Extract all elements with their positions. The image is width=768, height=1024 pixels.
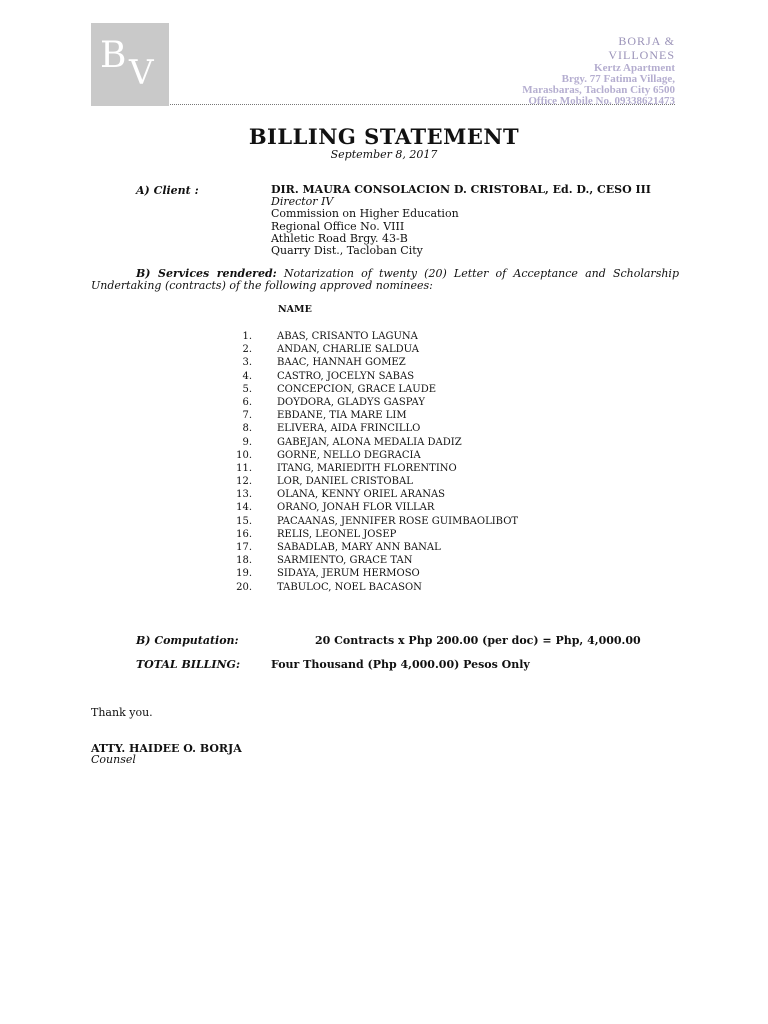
firm-name-line1: BORJA &: [618, 34, 675, 48]
list-item-name: PACAANAS, JENNIFER ROSE GUIMBAOLIBOT: [277, 515, 519, 527]
services-label: B) Services rendered:: [136, 267, 277, 280]
list-item-name: OLANA, KENNY ORIEL ARANAS: [277, 489, 446, 501]
document-date: September 8, 2017: [330, 148, 438, 161]
list-item: [230, 541, 650, 554]
firm-mobile-line: Office Mobile No. 09338621473: [528, 95, 675, 107]
list-item: [230, 462, 650, 475]
list-item: [230, 370, 650, 383]
firm-address-line: Kertz Apartment: [594, 62, 675, 74]
computation-value: 20 Contracts x Php 200.00 (per doc) = Php, 4,000.00: [315, 634, 641, 647]
letterhead-divider: [170, 104, 675, 105]
client-name: DIR. MAURA CONSOLACION D. CRISTOBAL, Ed. D., CESO III: [271, 183, 651, 196]
list-item-number: 11.: [236, 462, 252, 474]
computation-label: B) Computation:: [136, 634, 239, 647]
total-billing-value: Four Thousand (Php 4,000.00) Pesos Only: [271, 658, 530, 671]
list-item: [230, 501, 650, 514]
list-item-name: SARMIENTO, GRACE TAN: [277, 555, 413, 567]
services-paragraph: [91, 268, 679, 291]
list-item-number: 6.: [242, 396, 252, 408]
list-item-name: BAAC, HANNAH GOMEZ: [277, 357, 406, 369]
list-item-name: EBDANE, TIA MARE LIM: [277, 410, 407, 422]
list-item-number: 4.: [242, 370, 252, 382]
client-address-line: Commission on Higher Education: [271, 207, 459, 221]
list-item: [230, 356, 650, 369]
list-item-name: TABULOC, NOEL BACASON: [277, 581, 422, 593]
client-address-line: Quarry Dist., Tacloban City: [271, 244, 423, 258]
list-item-number: 16.: [236, 528, 252, 540]
list-item-number: 13.: [236, 489, 252, 501]
firm-name-line2: VILLONES: [608, 48, 675, 62]
list-item-name: ABAS, CRISANTO LAGUNA: [277, 331, 418, 342]
list-item: [230, 422, 650, 435]
list-item-name: ITANG, MARIEDITH FLORENTINO: [277, 462, 457, 474]
firm-logo: [91, 23, 169, 106]
list-item-number: 1.: [242, 331, 252, 342]
closing-text: Thank you.: [91, 706, 153, 719]
list-item: [230, 330, 650, 343]
list-item: [230, 488, 650, 501]
list-item: [230, 581, 650, 594]
list-item-number: 14.: [236, 502, 252, 514]
client-label: A) Client :: [136, 184, 199, 197]
list-item-number: 12.: [236, 476, 252, 488]
list-item-number: 9.: [242, 436, 252, 448]
list-item-name: ANDAN, CHARLIE SALDUA: [277, 344, 419, 356]
list-item-number: 18.: [236, 555, 252, 567]
list-item: [230, 409, 650, 422]
client-position: Director IV: [271, 195, 334, 209]
list-item-number: 19.: [236, 568, 252, 580]
list-item: [230, 436, 650, 449]
signatory-role: Counsel: [91, 753, 136, 766]
list-header: NAME: [278, 304, 312, 315]
firm-address-line: Marasbaras, Tacloban City 6500: [522, 84, 675, 96]
list-item-number: 3.: [242, 357, 252, 369]
list-item: [230, 567, 650, 580]
logo-letter-b: B: [100, 35, 127, 76]
nominee-list: [230, 330, 650, 594]
list-item-name: CASTRO, JOCELYN SABAS: [277, 370, 415, 382]
list-item-number: 20.: [236, 581, 252, 593]
list-item-name: ORANO, JONAH FLOR VILLAR: [277, 502, 435, 514]
list-item: [230, 554, 650, 567]
signatory-name: ATTY. HAIDEE O. BORJA: [91, 742, 242, 755]
list-item-number: 17.: [236, 542, 252, 553]
list-item-number: 7.: [242, 410, 252, 422]
list-item-name: CONCEPCION, GRACE LAUDE: [277, 383, 437, 395]
list-item: [230, 383, 650, 396]
list-item-name: GORNE, NELLO DEGRACIA: [277, 449, 421, 461]
list-item-number: 15.: [236, 515, 252, 527]
client-block: [271, 184, 651, 257]
document-title: BILLING STATEMENT: [248, 124, 520, 149]
firm-address-line: Brgy. 77 Fatima Village,: [561, 73, 675, 85]
list-item-number: 5.: [242, 383, 252, 395]
logo-letter-v: V: [129, 53, 154, 93]
list-item-name: GABEJAN, ALONA MEDALIA DADIZ: [277, 436, 462, 448]
list-item-number: 2.: [242, 344, 252, 356]
list-item: [230, 449, 650, 462]
total-billing-label: TOTAL BILLING:: [136, 658, 241, 671]
client-address-line: Athletic Road Brgy. 43-B: [271, 231, 408, 245]
list-item-name: SIDAYA, JERUM HERMOSO: [277, 568, 420, 580]
list-item: [230, 396, 650, 409]
list-item: [230, 343, 650, 356]
list-item-number: 8.: [242, 423, 252, 435]
list-item: [230, 528, 650, 541]
list-item: [230, 515, 650, 528]
services-text: Notarization of twenty (20) Letter of Acceptance and Scholarship Undertaking (contracts) of the following approved nominees:: [91, 267, 679, 292]
list-item-name: RELIS, LEONEL JOSEP: [277, 528, 397, 540]
list-item-name: LOR, DANIEL CRISTOBAL: [277, 476, 413, 488]
list-item: [230, 475, 650, 488]
list-item-name: DOYDORA, GLADYS GASPAY: [277, 396, 425, 408]
list-item-number: 10.: [236, 449, 252, 461]
client-address-line: Regional Office No. VIII: [271, 219, 405, 233]
list-item-name: SABADLAB, MARY ANN BANAL: [277, 542, 441, 553]
list-item-name: ELIVERA, AIDA FRINCILLO: [277, 423, 421, 435]
